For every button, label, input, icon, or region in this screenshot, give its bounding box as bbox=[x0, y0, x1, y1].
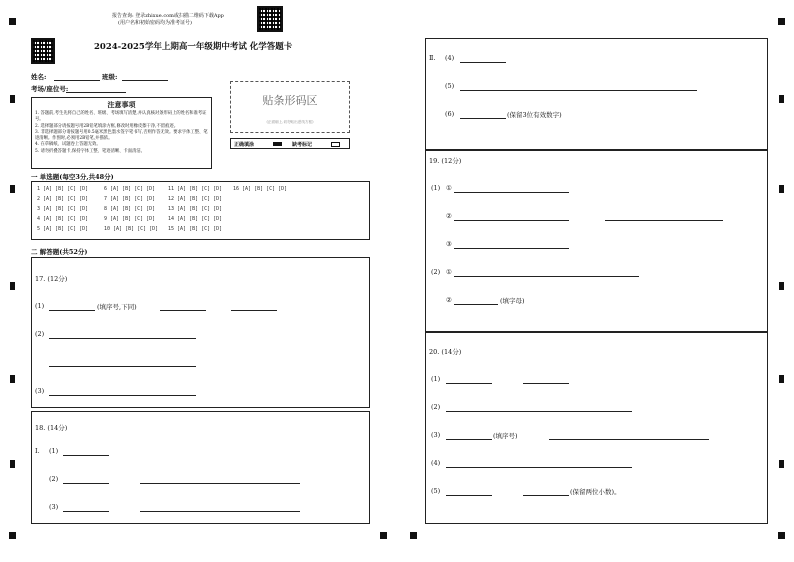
mcq-question-9[interactable]: 9 [A] [B] [C] [D] bbox=[104, 216, 156, 222]
notes-title: 注意事项 bbox=[107, 100, 136, 109]
note-item: 1. 答题前,考生先将自己的姓名、班级、考场填写清楚,并认真核对条形码上的姓名和准考证号。 bbox=[35, 111, 207, 123]
student-qr-code bbox=[31, 38, 55, 64]
barcode-area bbox=[230, 81, 350, 133]
q17-answer-2a[interactable] bbox=[49, 338, 196, 339]
class-field[interactable] bbox=[122, 80, 168, 81]
q18-answer-1[interactable] bbox=[63, 455, 109, 456]
q17-part3: (3) bbox=[35, 387, 45, 395]
q18-title: 18. (14分) bbox=[35, 424, 68, 432]
q20-answer-2[interactable] bbox=[446, 411, 632, 412]
q20-part5: (5) bbox=[431, 487, 441, 495]
q19-circle-1: ① bbox=[446, 184, 452, 192]
q19-answer-4[interactable] bbox=[454, 276, 639, 277]
q17-box bbox=[31, 257, 370, 408]
corner-mark bbox=[410, 532, 417, 539]
q20-answer-1b[interactable] bbox=[523, 383, 569, 384]
notes-box bbox=[31, 97, 212, 169]
absent-mark-label: 缺考标记 bbox=[292, 141, 313, 148]
q18-part6-hint: (保留3位有效数字) bbox=[507, 111, 562, 119]
q18-part4: (4) bbox=[445, 54, 455, 62]
q18-box bbox=[31, 411, 370, 524]
q20-answer-5b[interactable] bbox=[523, 495, 569, 496]
timing-mark bbox=[779, 460, 784, 468]
mcq-question-14[interactable]: 14 [A] [B] [C] [D] bbox=[168, 216, 223, 222]
q17-part1-hint: (填序号,下同) bbox=[97, 303, 137, 311]
corner-mark bbox=[778, 532, 785, 539]
q18-part1: (1) bbox=[49, 447, 59, 455]
q18-answer-3a[interactable] bbox=[63, 511, 109, 512]
mcq-question-3[interactable]: 3 [A] [B] [C] [D] bbox=[37, 206, 89, 212]
q19-title: 19. (12分) bbox=[429, 157, 462, 165]
app-qr-code bbox=[257, 6, 283, 32]
q17-answer-1c[interactable] bbox=[231, 310, 277, 311]
mcq-question-2[interactable]: 2 [A] [B] [C] [D] bbox=[37, 196, 89, 202]
q20-answer-4[interactable] bbox=[446, 467, 632, 468]
correct-fill-sample bbox=[273, 142, 282, 146]
note-item: 2. 选择题部分请按题号用2B铅笔填涂方框,修改时用橡皮擦干净,不留痕迹。 bbox=[35, 123, 178, 129]
name-field[interactable] bbox=[54, 80, 100, 81]
mcq-question-13[interactable]: 13 [A] [B] [C] [D] bbox=[168, 206, 223, 212]
q20-answer-1a[interactable] bbox=[446, 383, 492, 384]
q18-answer-4[interactable] bbox=[460, 62, 506, 63]
name-label: 姓名: bbox=[31, 73, 47, 81]
report-notice: 报告查询: 登录zhixue.com或扫描二维码下载App bbox=[112, 13, 224, 19]
section1-title: 一 单选题(每空3分,共48分) bbox=[31, 173, 114, 181]
q18-part5: (5) bbox=[445, 82, 455, 90]
timing-mark bbox=[10, 95, 15, 103]
fill-legend bbox=[230, 138, 350, 149]
corner-mark bbox=[380, 532, 387, 539]
page-title: 2024-2025学年上期高一年级期中考试 化学答题卡 bbox=[94, 42, 293, 52]
mcq-question-11[interactable]: 11 [A] [B] [C] [D] bbox=[168, 186, 223, 192]
mcq-question-8[interactable]: 8 [A] [B] [C] [D] bbox=[104, 206, 156, 212]
q19-circle-2b: ② bbox=[446, 296, 452, 304]
q17-answer-1b[interactable] bbox=[160, 310, 206, 311]
corner-mark bbox=[9, 18, 16, 25]
q18-answer-3b[interactable] bbox=[140, 511, 300, 512]
q20-part1: (1) bbox=[431, 375, 441, 383]
q19-circle-3: ③ bbox=[446, 240, 452, 248]
timing-mark bbox=[10, 460, 15, 468]
mcq-question-6[interactable]: 6 [A] [B] [C] [D] bbox=[104, 186, 156, 192]
absent-mark-box[interactable] bbox=[331, 142, 340, 147]
q17-answer-1a[interactable] bbox=[49, 310, 95, 311]
note-item: 4. 在草稿纸、试题卷上答题无效。 bbox=[35, 142, 101, 148]
q20-part3: (3) bbox=[431, 431, 441, 439]
q19-circle-1b: ① bbox=[446, 268, 452, 276]
q19-answer-3[interactable] bbox=[454, 248, 569, 249]
q17-title: 17. (12分) bbox=[35, 275, 68, 283]
q18-answer-2b[interactable] bbox=[140, 483, 300, 484]
q18-part-ii: Ⅱ. bbox=[429, 54, 436, 62]
q19-answer-2a[interactable] bbox=[454, 220, 569, 221]
mcq-question-12[interactable]: 12 [A] [B] [C] [D] bbox=[168, 196, 223, 202]
q19-part2-hint: (填字母) bbox=[500, 297, 525, 305]
room-seat-label: 考场/座位号: bbox=[31, 85, 69, 93]
mcq-question-7[interactable]: 7 [A] [B] [C] [D] bbox=[104, 196, 156, 202]
q20-part3-hint: (填序号) bbox=[493, 432, 518, 440]
q18-answer-2a[interactable] bbox=[63, 483, 109, 484]
barcode-hint: (正面朝上,切勿贴出虚线方框) bbox=[266, 120, 314, 124]
q18-answer-6[interactable] bbox=[460, 118, 506, 119]
barcode-label: 贴条形码区 bbox=[262, 94, 318, 107]
q20-answer-3b[interactable] bbox=[549, 439, 709, 440]
q19-part2: (2) bbox=[431, 268, 441, 276]
mcq-question-5[interactable]: 5 [A] [B] [C] [D] bbox=[37, 226, 89, 232]
class-label: 班级: bbox=[102, 73, 118, 81]
q20-part2: (2) bbox=[431, 403, 441, 411]
timing-mark bbox=[10, 282, 15, 290]
q20-answer-5a[interactable] bbox=[446, 495, 492, 496]
q18-part3: (3) bbox=[49, 503, 59, 511]
timing-mark bbox=[10, 185, 15, 193]
q18-cont-box bbox=[425, 38, 768, 150]
timing-mark bbox=[779, 95, 784, 103]
q19-answer-1[interactable] bbox=[454, 192, 569, 193]
mcq-question-1[interactable]: 1 [A] [B] [C] [D] bbox=[37, 186, 89, 192]
q17-answer-3[interactable] bbox=[49, 395, 196, 396]
q20-answer-3a[interactable] bbox=[446, 439, 492, 440]
correct-fill-label: 正确填涂 bbox=[234, 141, 255, 148]
room-seat-field[interactable] bbox=[66, 92, 126, 93]
q20-part4: (4) bbox=[431, 459, 441, 467]
corner-mark bbox=[9, 532, 16, 539]
mcq-question-10[interactable]: 10 [A] [B] [C] [D] bbox=[104, 226, 159, 232]
q20-title: 20. (14分) bbox=[429, 348, 462, 356]
note-item: 3. 非选择题部分请按题号用0.5毫米黑色墨水签字笔书写,否则作答无效。要求字体工整、笔迹清晰。作图时,必须用2B铅笔,并描浓。 bbox=[35, 129, 208, 142]
q19-answer-5[interactable] bbox=[454, 304, 498, 305]
q17-part2: (2) bbox=[35, 330, 45, 338]
q18-part6: (6) bbox=[445, 110, 455, 118]
q18-part2: (2) bbox=[49, 475, 59, 483]
notes-list bbox=[35, 111, 208, 155]
q17-part1: (1) bbox=[35, 302, 45, 310]
q17-answer-2b[interactable] bbox=[49, 366, 196, 367]
q19-answer-2b[interactable] bbox=[605, 220, 723, 221]
q19-circle-2: ② bbox=[446, 212, 452, 220]
timing-mark bbox=[779, 375, 784, 383]
q20-part5-hint: (保留两位小数)。 bbox=[570, 488, 621, 496]
note-item: 5. 请勿折叠答题卡,保持字体工整、笔迹清晰、卡面清洁。 bbox=[35, 148, 145, 154]
report-notice-sub: (用户名和初始密码均为准考证号) bbox=[118, 20, 192, 26]
q19-part1: (1) bbox=[431, 184, 441, 192]
q18-answer-5[interactable] bbox=[460, 90, 697, 91]
timing-mark bbox=[10, 375, 15, 383]
mcq-question-16[interactable]: 16 [A] [B] [C] [D] bbox=[233, 186, 288, 192]
section2-title: 二 解答题(共52分) bbox=[31, 248, 88, 256]
mcq-question-4[interactable]: 4 [A] [B] [C] [D] bbox=[37, 216, 89, 222]
q18-part-i: Ⅰ. bbox=[35, 447, 40, 455]
mcq-question-15[interactable]: 15 [A] [B] [C] [D] bbox=[168, 226, 223, 232]
timing-mark bbox=[779, 185, 784, 193]
timing-mark bbox=[779, 282, 784, 290]
corner-mark bbox=[778, 18, 785, 25]
